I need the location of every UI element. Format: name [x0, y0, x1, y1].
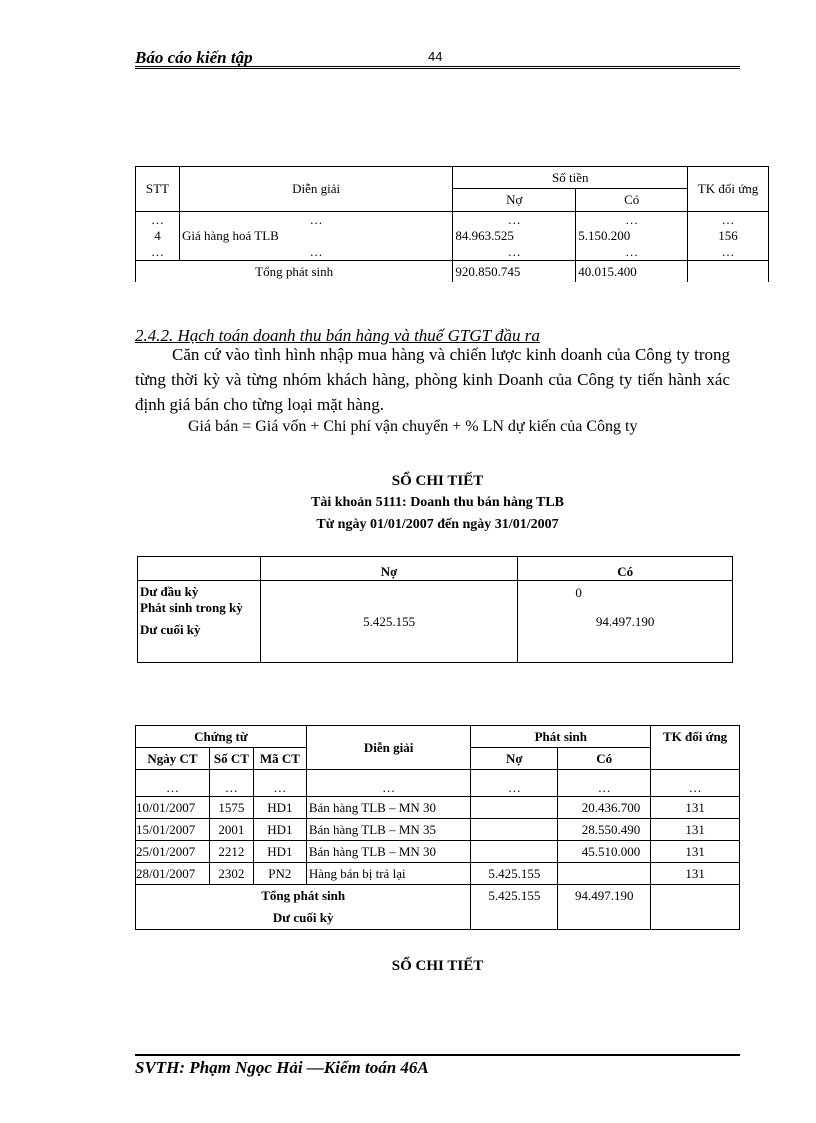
price-formula: Giá bán = Giá vốn + Chi phí vận chuyển + % LN dự kiến của Công ty: [188, 418, 638, 435]
cell-so: 2302: [209, 863, 253, 885]
col-no: Nợ: [471, 748, 558, 770]
cell-no: [471, 841, 558, 863]
cell-co: 45.510.000: [558, 841, 651, 863]
col-dien-giai: Diễn giải: [179, 167, 452, 212]
blank-header: [138, 557, 261, 581]
table-row: [136, 841, 740, 863]
cell-so: 2001: [209, 819, 253, 841]
table-row: [136, 819, 740, 841]
cell-co: 20.436.700: [558, 797, 651, 819]
cell-no: 84.963.525: [453, 228, 576, 244]
cost-table: [135, 166, 769, 282]
cell-co: …: [576, 244, 688, 261]
col-ngay-ct: Ngày CT: [136, 748, 210, 770]
total-no: 5.425.155: [471, 885, 558, 930]
total-labels: [136, 885, 471, 930]
cell-ngay: …: [136, 770, 210, 797]
cell-ma: PN2: [253, 863, 306, 885]
cell-tk: …: [688, 212, 769, 229]
report-title: Báo cáo kiến tập: [135, 48, 253, 67]
detail-table: [135, 725, 740, 930]
total-row: [136, 261, 769, 283]
header-rule-2: [135, 68, 740, 69]
ledger2-title: SỔ CHI TIẾT: [391, 958, 484, 974]
total-tk: [688, 261, 769, 283]
total-no: 920.850.745: [453, 261, 576, 283]
col-no: Nợ: [260, 557, 518, 581]
cell-tk: 156: [688, 228, 769, 244]
cell-dien-giai: …: [179, 212, 452, 229]
cell-so: …: [209, 770, 253, 797]
table-row: [136, 863, 740, 885]
table-row: [136, 212, 769, 229]
cell-co: 28.550.490: [558, 819, 651, 841]
section-title: 2.4.2. Hạch toán doanh thu bán hàng và thuế GTGT đầu ra: [135, 326, 540, 345]
col-tk: TK đối ứng: [651, 726, 740, 770]
cell-ma: HD1: [253, 841, 306, 863]
cell-dien-giai: …: [179, 244, 452, 261]
arising-no: 5.425.155: [260, 581, 518, 663]
total-label: Tổng phát sinh: [261, 888, 346, 903]
header-rule: [135, 66, 740, 67]
cell-tk: 131: [651, 819, 740, 841]
table-row: [136, 770, 740, 797]
col-co: Có: [518, 557, 733, 581]
cell-tk: …: [651, 770, 740, 797]
cell-dien-giai: …: [306, 770, 471, 797]
balance-table: [137, 556, 733, 663]
cell-stt: …: [136, 244, 180, 261]
cell-dien-giai: Bán hàng TLB – MN 30: [306, 797, 471, 819]
label-closing: Dư cuối kỳ: [140, 622, 201, 637]
total-co: 94.497.190: [558, 885, 651, 930]
table-row: [136, 228, 769, 244]
footer-text: SVTH: Phạm Ngọc Hải —Kiểm toán 46A: [135, 1058, 429, 1077]
total-tk: [651, 885, 740, 930]
cell-stt: …: [136, 212, 180, 229]
ledger-account: Tài khoản 5111: Doanh thu bán hàng TLB: [310, 495, 565, 510]
col-co: Có: [576, 189, 688, 212]
row-labels: [138, 581, 261, 663]
ledger-period: Từ ngày 01/01/2007 đến ngày 31/01/2007: [316, 517, 559, 532]
col-chung-tu: Chứng từ: [136, 726, 307, 748]
col-tk: TK đối ứng: [688, 167, 769, 212]
cell-ngay: 10/01/2007: [136, 797, 210, 819]
balance-co: [518, 581, 733, 663]
total-label: Tổng phát sinh: [136, 261, 453, 283]
col-so-tien: Số tiền: [453, 167, 688, 189]
cell-dien-giai: Hàng bán bị trả lại: [306, 863, 471, 885]
cell-dien-giai: Bán hàng TLB – MN 35: [306, 819, 471, 841]
cell-dien-giai: Giá hàng hoá TLB: [179, 228, 452, 244]
cell-tk: 131: [651, 797, 740, 819]
opening-co: 0: [575, 585, 582, 600]
cell-co: [558, 863, 651, 885]
cell-no: …: [453, 244, 576, 261]
col-stt: STT: [136, 167, 180, 212]
section-paragraph: Căn cứ vào tình hình nhập mua hàng và chiến lược kinh doanh của Công ty trong từng thời kỳ và từng nhóm khách hàng, phòng kinh Doanh của Công ty tiến hành xác định giá bán cho từng loại mặt hàng.: [135, 345, 730, 414]
col-so-ct: Số CT: [209, 748, 253, 770]
page-number: 44: [428, 49, 443, 64]
cell-ngay: 25/01/2007: [136, 841, 210, 863]
cell-co: …: [576, 212, 688, 229]
cell-no: [471, 797, 558, 819]
footer-rule: [135, 1054, 740, 1056]
table-row: [136, 244, 769, 261]
cell-no: [471, 819, 558, 841]
cell-ma: HD1: [253, 797, 306, 819]
col-ma-ct: Mã CT: [253, 748, 306, 770]
cell-co: 5.150.200: [576, 228, 688, 244]
cell-ngay: 15/01/2007: [136, 819, 210, 841]
cell-tk: …: [688, 244, 769, 261]
col-no: Nợ: [453, 189, 576, 212]
col-phat-sinh: Phát sinh: [471, 726, 651, 748]
cell-ma: HD1: [253, 819, 306, 841]
closing-label: Dư cuối kỳ: [272, 910, 334, 925]
arising-co: 94.497.190: [595, 613, 655, 629]
table-row: [136, 797, 740, 819]
label-arising: Phát sinh trong kỳ: [140, 600, 243, 615]
cell-no: 5.425.155: [471, 863, 558, 885]
cell-so: 1575: [209, 797, 253, 819]
total-row: [136, 885, 740, 930]
cell-ma: …: [253, 770, 306, 797]
cell-so: 2212: [209, 841, 253, 863]
col-dien-giai: Diễn giải: [306, 726, 471, 770]
cell-stt: 4: [136, 228, 180, 244]
total-co: 40.015.400: [576, 261, 688, 283]
cell-tk: 131: [651, 841, 740, 863]
col-co: Có: [558, 748, 651, 770]
cell-no: …: [471, 770, 558, 797]
cell-dien-giai: Bán hàng TLB – MN 30: [306, 841, 471, 863]
cell-tk: 131: [651, 863, 740, 885]
label-opening: Dư đầu kỳ: [140, 584, 199, 599]
cell-no: …: [453, 212, 576, 229]
ledger-title: SỔ CHI TIẾT: [391, 473, 484, 489]
cell-co: …: [558, 770, 651, 797]
cell-ngay: 28/01/2007: [136, 863, 210, 885]
